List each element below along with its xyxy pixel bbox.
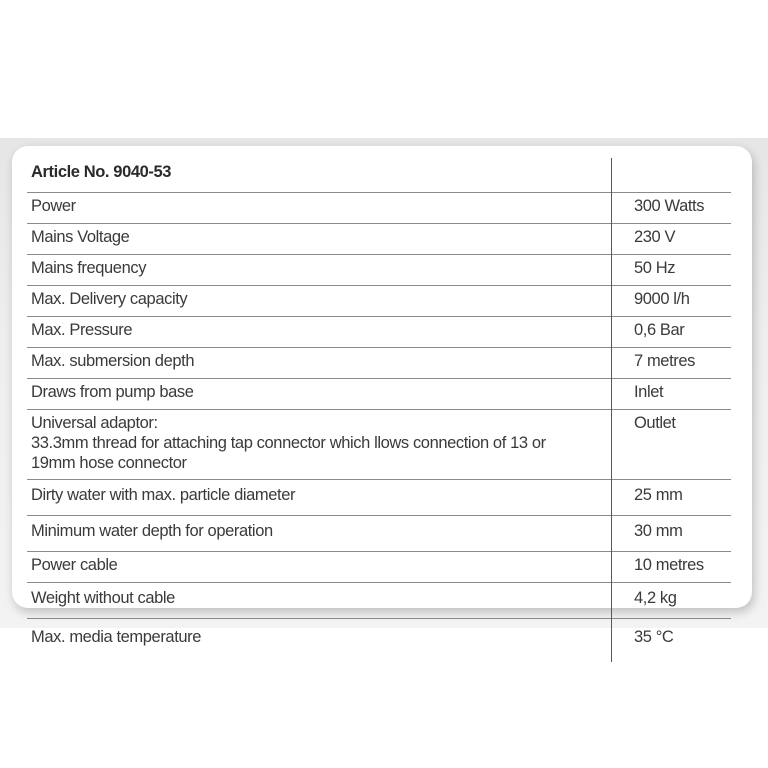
spec-label — [27, 410, 612, 480]
table-header-row — [27, 158, 731, 193]
spec-value: Inlet — [612, 379, 732, 410]
spec-value: 35 °C — [612, 619, 732, 663]
table-row — [27, 348, 731, 379]
spec-label: Max. media temperature — [31, 628, 202, 646]
spec-value: 25 mm — [612, 480, 732, 516]
spec-label: Mains frequency — [31, 259, 147, 277]
spec-label: Power cable — [31, 556, 118, 574]
spec-table — [27, 158, 731, 662]
table-row — [27, 379, 731, 410]
table-row — [27, 619, 731, 663]
spec-label: Max. submersion depth — [31, 352, 195, 370]
table-row — [27, 552, 731, 583]
table-row — [27, 317, 731, 348]
spec-label: Power — [31, 197, 76, 215]
spec-label-line: 33.3mm thread for attaching tap connector which llows connection of 13 or — [31, 434, 546, 452]
table-row — [27, 193, 731, 224]
spec-label-line: Universal adaptor: — [31, 414, 158, 432]
spec-value: 4,2 kg — [612, 583, 732, 619]
spec-label: Weight without cable — [31, 589, 175, 607]
spec-label: Max. Pressure — [31, 321, 133, 339]
table-row — [27, 516, 731, 552]
spec-value: 50 Hz — [612, 255, 732, 286]
spec-value: Outlet — [612, 410, 732, 480]
spec-value: 300 Watts — [612, 193, 732, 224]
spec-label: Max. Delivery capacity — [31, 290, 188, 308]
table-row — [27, 480, 731, 516]
spec-label: Dirty water with max. particle diameter — [31, 486, 296, 504]
table-row — [27, 583, 731, 619]
spec-label: Draws from pump base — [31, 383, 194, 401]
table-row — [27, 286, 731, 317]
table-row — [27, 255, 731, 286]
spec-value: 10 metres — [612, 552, 732, 583]
spec-value: 30 mm — [612, 516, 732, 552]
table-row — [27, 224, 731, 255]
table-row — [27, 410, 731, 480]
spec-value: 7 metres — [612, 348, 732, 379]
spec-label: Minimum water depth for operation — [31, 522, 273, 540]
article-number-value — [612, 158, 732, 193]
spec-label: Mains Voltage — [31, 228, 130, 246]
spec-value: 230 V — [612, 224, 732, 255]
spec-label-line: 19mm hose connector — [31, 454, 187, 472]
spec-value: 9000 l/h — [612, 286, 732, 317]
spec-value: 0,6 Bar — [612, 317, 732, 348]
article-number-label: Article No. 9040-53 — [31, 163, 172, 181]
